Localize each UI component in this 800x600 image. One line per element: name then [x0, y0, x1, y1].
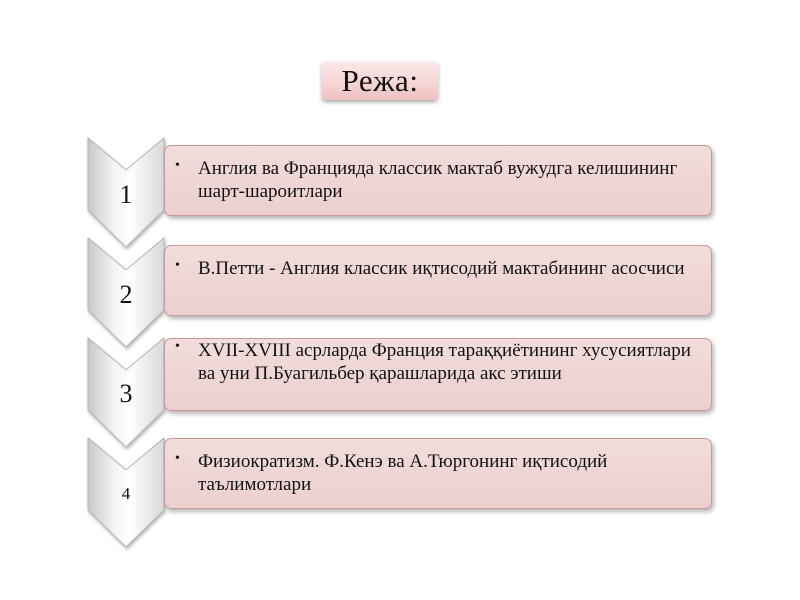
step-bar-1	[164, 145, 712, 216]
step-bar-4	[164, 438, 712, 509]
bullet-icon: •	[175, 258, 180, 273]
bullet-icon: •	[175, 451, 180, 466]
bullet-icon: •	[175, 339, 180, 354]
step-number-1: 1	[119, 180, 133, 209]
step-number-4: 4	[121, 484, 131, 503]
step-text-2: В.Петти - Англия классик иқтисодий мактабининг асосчиси	[198, 258, 685, 279]
step-bar-2	[164, 245, 712, 316]
step-number-3: 3	[119, 379, 133, 408]
step-text-3: XVII-XVIII асрларда Франция тараққиётининг хусусиятлари ва уни П.Буагильбер қарашларида акс этиши	[198, 340, 691, 384]
page-title: Режа:	[341, 63, 419, 98]
step-number-2: 2	[119, 280, 133, 309]
step-text-1: Англия ва Францияда классик мактаб вужудга келишининг шарт-шароитлари	[198, 158, 678, 202]
step-bar-3	[164, 338, 712, 411]
bullet-icon: •	[175, 158, 180, 173]
step-text-4: Физиократизм. Ф.Кенэ ва А.Тюргонинг иқтисодий таълимотлари	[198, 451, 608, 495]
